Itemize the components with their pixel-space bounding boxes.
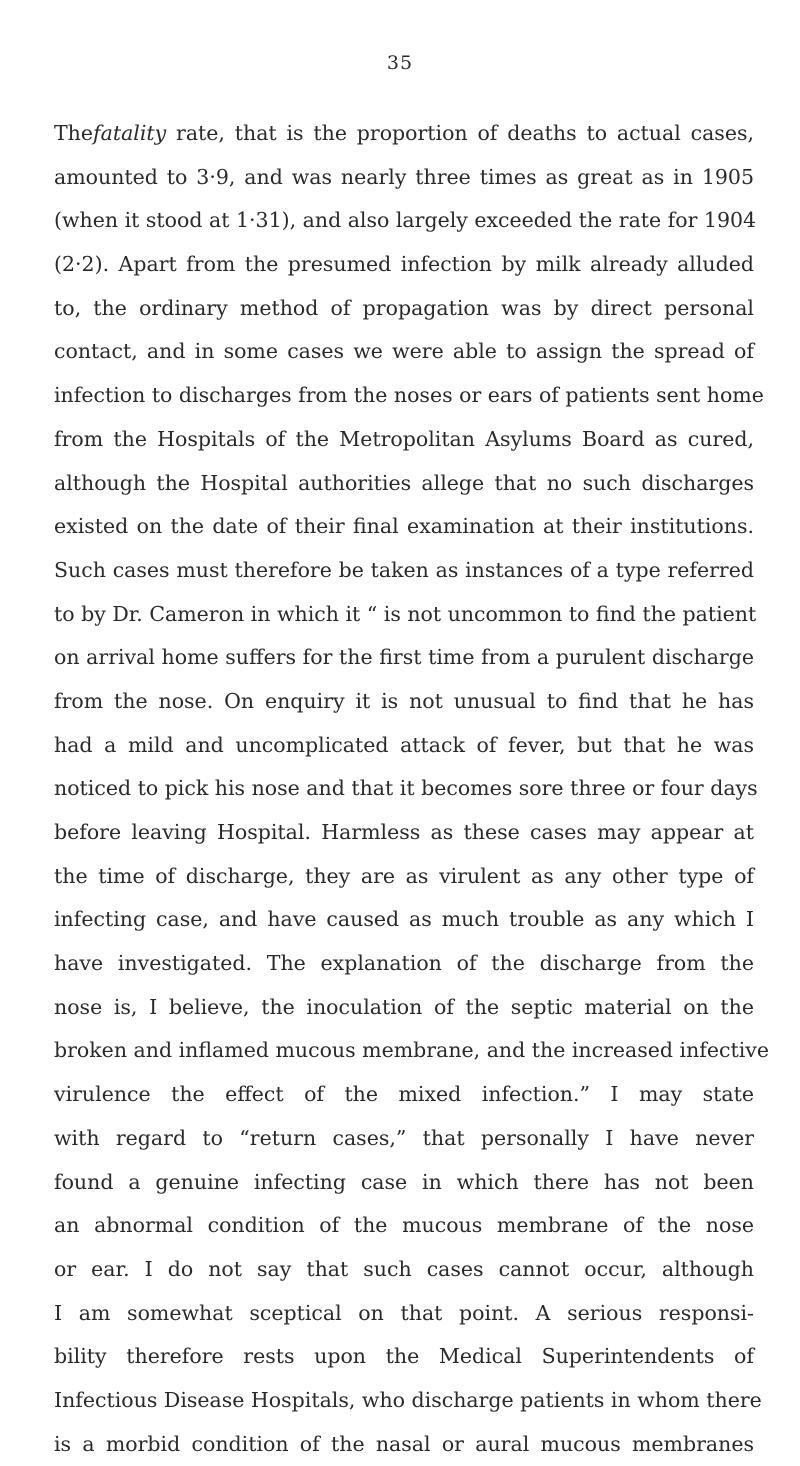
text-line: although the Hospital authorities allege that no such discharges: [54, 470, 754, 495]
text-line: from the nose. On enquiry it is not unusual to find that he has: [54, 688, 754, 713]
text-line: nose is, I believe, the inoculation of the septic material on the: [54, 994, 754, 1019]
text-line: amounted to 3·9, and was nearly three times as great as in 1905: [54, 164, 754, 189]
text-line: with regard to “return cases,” that personally I have never: [54, 1125, 754, 1150]
text-line: infection to discharges from the noses or ears of patients sent home: [54, 383, 764, 408]
text-line: an abnormal condition of the mucous membrane of the nose: [54, 1213, 754, 1238]
text-span: rate, that is the proportion of deaths to actual cases,: [166, 121, 754, 145]
text-line: bility therefore rests upon the Medical Superintendents of: [54, 1344, 754, 1369]
text-line: Such cases must therefore be taken as instances of a type referred: [54, 557, 754, 582]
text-line: (when it stood at 1·31), and also largely exceeded the rate for 1904: [54, 208, 757, 233]
text-line: to by Dr. Cameron in which it “ is not uncommon to find the patient: [54, 601, 757, 626]
text-span: The: [54, 121, 94, 145]
text-line: or ear. I do not say that such cases cannot occur, although: [54, 1256, 754, 1281]
text-line: is a morbid condition of the nasal or aural mucous membranes: [54, 1431, 754, 1456]
text-line: have investigated. The explanation of the discharge from the: [54, 951, 754, 976]
text-line: from the Hospitals of the Metropolitan Asylums Board as cured,: [54, 426, 754, 451]
text-line: existed on the date of their final examination at their institutions.: [54, 514, 754, 539]
text-line: I am somewhat sceptical on that point. A serious responsi-: [54, 1300, 754, 1325]
text-line: on arrival home suffers for the first time from a purulent discharge: [54, 645, 754, 670]
text-line: had a mild and uncomplicated attack of fever, but that he was: [54, 732, 754, 757]
text-line: found a genuine infecting case in which there has not been: [54, 1169, 754, 1194]
text-line: the time of discharge, they are as virulent as any other type of: [54, 863, 754, 888]
text-line: infecting case, and have caused as much trouble as any which I: [54, 907, 754, 932]
text-line: before leaving Hospital. Harmless as these cases may appear at: [54, 820, 754, 844]
text-line: contact, and in some cases we were able to assign the spread of: [54, 339, 754, 364]
italic-term: fatality: [93, 121, 167, 145]
text-line: Infectious Disease Hospitals, who discharge patients in whom there: [54, 1387, 762, 1412]
page-number: 35: [386, 52, 414, 74]
text-line: (2·2). Apart from the presumed infection by milk already alluded: [54, 252, 754, 277]
text-line: broken and inflamed mucous membrane, and the increased infective: [54, 1038, 769, 1063]
text-line: to, the ordinary method of propagation was by direct personal: [54, 295, 754, 320]
body-text: [54, 112, 769, 1466]
text-line: [54, 112, 754, 156]
text-line: noticed to pick his nose and that it becomes sore three or four days: [54, 776, 758, 801]
text-line: virulence the effect of the mixed infection.” I may state: [54, 1082, 754, 1107]
